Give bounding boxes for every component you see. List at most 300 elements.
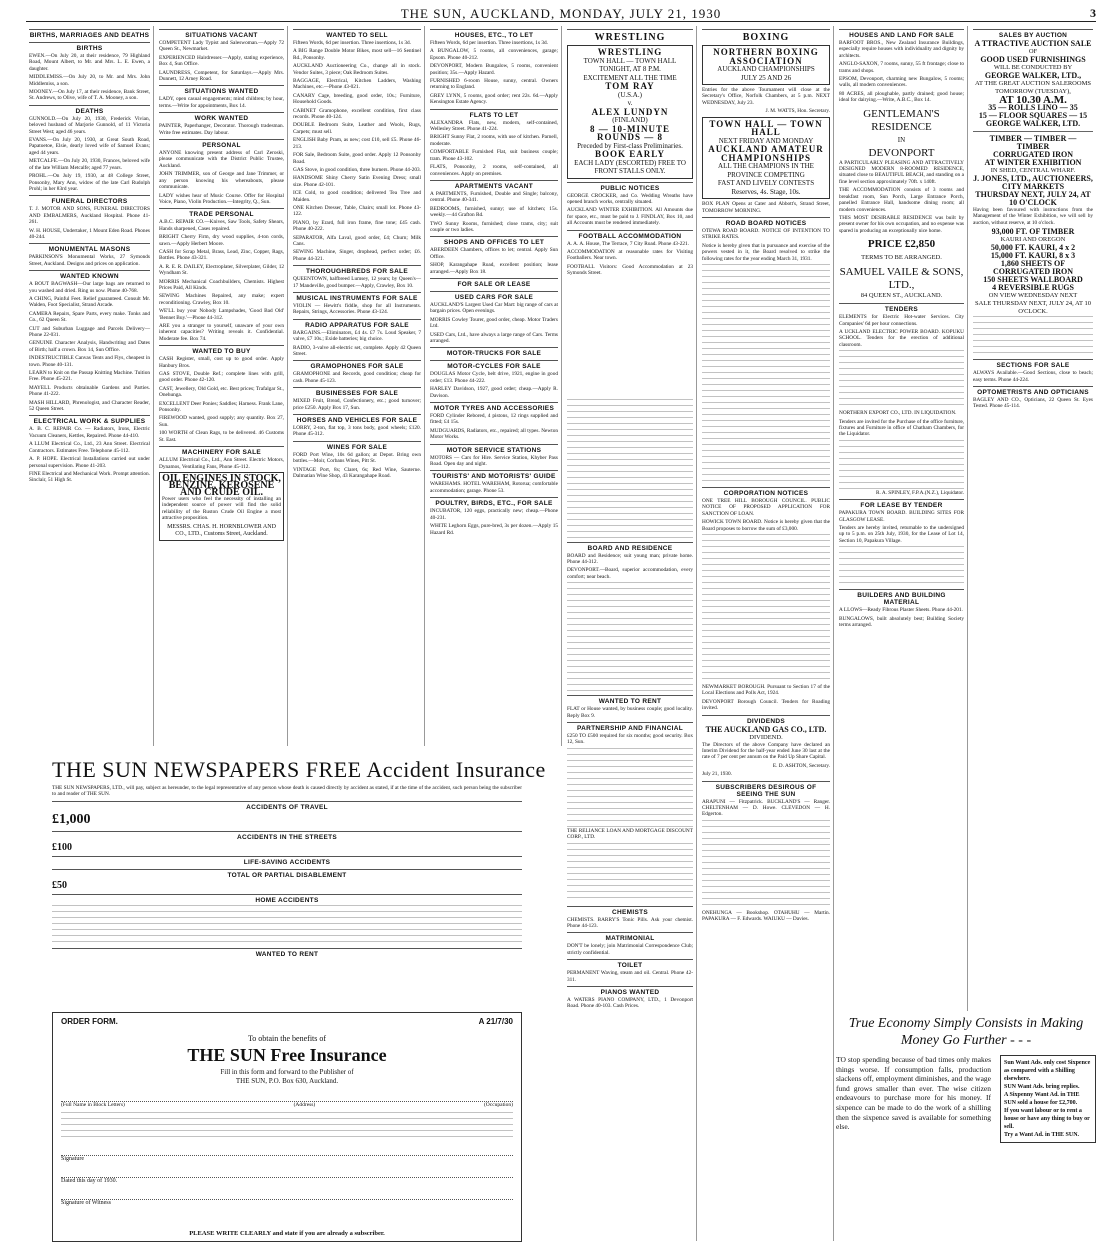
auction-line: OF (1028, 48, 1038, 55)
wrestler-2-country: (FINLAND) (612, 116, 648, 124)
auction-line: AT 10.30 A.M. (999, 94, 1067, 106)
auction-line: GOOD USED FURNISHINGS (980, 55, 1086, 64)
section-heading: GRAMOPHONES FOR SALE (293, 360, 421, 370)
insurance-amount: £50 (52, 879, 67, 891)
section-heading: MOTOR-CYCLES FOR SALE (430, 360, 558, 370)
auction-line: 1,860 SHEETS OF CORRUGATED IRON (992, 259, 1074, 277)
classified-ad: A BUNGALOW, 5 rooms, all conveniences, garage; Epsom. Phone 40-212. (430, 48, 558, 61)
versus: v. (627, 99, 633, 107)
section-heading: WINES FOR SALE (293, 441, 421, 451)
classified-ad: ACCOMMODATION at reasonable rates for Visiting Footballers. Near town. (567, 248, 693, 262)
column-6 (699, 26, 834, 1241)
classified-ad: HARLEY Davidson, 1927, good order; cheap.—Apply R. Davison. (430, 386, 558, 399)
insurance-intro: THE SUN NEWSPAPERS, LTD., will pay, subject as hereunder, to the legal representative of any person whose death is caused directly by accident as stated, if at the time of the accident, such person being the subscriber to and reader of THE SUN. (52, 785, 522, 798)
auction-line: AT WINTER EXHIBITION (984, 158, 1082, 167)
classified-ad: BAGLEY AND CO., Opticians, 22 Queen St. Eyes Tested. Phone 45-114. (973, 397, 1093, 410)
section-heading: SECTIONS FOR SALE (973, 359, 1093, 369)
residence-location: DEVONPORT (868, 146, 935, 159)
classified-ad: A PARTMENTS, Furnished, Double and Single; balcony, central. Phone 40-341. (430, 190, 558, 204)
section-heading: RADIO APPARATUS FOR SALE (293, 319, 421, 329)
section-heading: FOR SALE OR LEASE (430, 278, 558, 288)
wrestling-ad (567, 45, 693, 179)
residence-in: IN (897, 135, 906, 144)
section-heading: WANTED TO BUY (159, 345, 284, 355)
classified-ad: SEWING Machines Repaired, any make; expert reconditioning. Crawley, Box 10. (159, 293, 284, 306)
classified-ad: A. B. C. REPAIR Co. — Radiators, Irons, Electric Vacuum Cleaners, Kettles, Repaired. Phone 44-410. (29, 426, 150, 439)
section-heading: MACHINERY FOR SALE (159, 446, 284, 456)
classified-ad: SEWING Machine, Singer, drophead, perfect order; £6. Phone 44-321. (293, 249, 421, 262)
classified-ad: Tenders are hereby invited, returnable to the undersigned up to 5 p.m. on 25th July, 1930, for the Lease of Lot 14, Section 10, Papakura Village. (839, 525, 964, 544)
insurance-section: ACCIDENTS IN THE STREETS (52, 831, 522, 841)
auction-line: J. JONES, LTD., AUCTIONEERS, CITY MARKETS (973, 174, 1093, 191)
classified-ad: FORD Port Wine, 10s 6d gallon; at Depot. Bring own bottles.—Moir, Corbans Wines, Pitt St. (293, 451, 421, 465)
classified-ad: MORRIS Cowley Tourer, good order, cheap. Motor Traders Ltd. (430, 316, 558, 330)
order-form-ref: A 21/7/30 (478, 1017, 513, 1026)
residence-heading (839, 108, 964, 160)
boxing-secretary: J. M. WATTS, Hon. Secretary. (765, 108, 830, 115)
wrestler-2: ALEX LUNDYN (591, 106, 669, 117)
signature-field[interactable] (61, 1144, 513, 1156)
boxing-box-plan: BOX PLAN Opens at Cater and Abbott's, Strand Street, TOMORROW MORNING. (702, 201, 830, 214)
classified-fill (702, 820, 830, 910)
classified-ad: A. A. A. House, The Terrace, 7 City Road. Phone 43-221. (567, 240, 689, 247)
insurance-section: ACCIDENTS OF TRAVEL (52, 801, 522, 811)
classified-fill (973, 316, 1093, 356)
section-heading: DIVIDENDS (702, 715, 830, 725)
page-number: 3 (1090, 6, 1096, 20)
classified-ad: GAS STOVE, Double Ref.; complete lines with grill, good order. Phone 42-120. (159, 371, 284, 384)
classified-ad: FINE Electrical and Mechanical Work. Prompt attention. Sinclair, 51 High St. (29, 470, 150, 484)
auction-line: GEORGE WALKER, LTD. (985, 119, 1081, 128)
classified-ad: COMFORTABLE Furnished Flat, suit business couple; tram. Phone 43-102. (430, 149, 558, 162)
classified-ad: LADY wishes hear of Music Course. Offer for Hospital Voice, Piano, Violin Production.—Integrity, Q., Sun. (159, 192, 284, 205)
classified-fill (839, 440, 964, 490)
classified-ad: CAST, Jewellery, Old Gold, etc. Best prices; Trafalgar St., Onehunga. (159, 385, 284, 399)
auction-walker (973, 40, 1093, 128)
section-heading: SALES BY AUCTION (973, 29, 1093, 39)
auction-line: IN SHED, CENTRAL WHARF. (990, 167, 1076, 174)
section-heading: TENDERS (839, 303, 964, 313)
boxing-association: NORTHERN BOXING ASSOCIATION (713, 47, 819, 66)
auction-line: 93,000 FT. OF TIMBER (991, 227, 1075, 237)
classified-ad: PAPAKURA TOWN BOARD. BUILDING SITES FOR GLASGOW LEASE. (839, 510, 964, 523)
classified-ad: ANGLO-SAXON, 7 rooms, sunny, 55 ft frontage; close to trams and shops. (839, 61, 964, 74)
classified-ad: T. J. MOTOR AND SONS, FUNERAL DIRECTORS AND EMBALMERS, Auckland Hospital. Phone 41-261. (29, 206, 150, 226)
economy-ad (836, 1015, 1096, 1143)
classified-ad: FURNISHED 6-room House, sunny, central. Owners returning to England. (430, 78, 558, 91)
classified-ad: CANARY Cage, breeding, good order, 10s.; Furniture, Household Goods. (293, 92, 421, 106)
section-heading: POULTRY, BIRDS, ETC., FOR SALE (430, 497, 558, 507)
classified-ad: SHOP, Karangahape Road, excellent position; lease arranged.—Apply Box 18. (430, 262, 558, 275)
insurance-section: WANTED TO RENT (52, 948, 522, 958)
section-heading: HOUSES, ETC., TO LET (430, 29, 558, 39)
classified-ad: MIDDLEMISS.—On July 20, to Mr. and Mrs. John Middlemiss, a son. (29, 74, 150, 87)
section-heading: WRESTLING (567, 29, 693, 43)
boxing-venue: TOWN HALL — TOWN HALL (709, 118, 823, 138)
auction-line: WILL BE CONDUCTED BY (993, 64, 1073, 71)
classified-ad: A BIG Range Double Motor Bikes, most sell—16 Sentinel Rd., Ponsonby. (293, 48, 421, 61)
classified-ad: BRIGHT Cherry Firm, dry wood supplies, 4-ton cords, sawn.—Apply Herbert Moore. (159, 234, 284, 247)
dividend-date: July 21, 1930. (702, 771, 733, 778)
dividend-company: THE AUCKLAND GAS CO., LTD. (705, 724, 827, 734)
classified-ad: ALLUM Electrical Co., Ltd., Ann Street. Electric Motors, Dynamos, Ventilating Fans, Phone 45-112. (159, 457, 284, 470)
insurance-amount: £1,000 (52, 811, 91, 827)
wrestling-tagline: EXCITEMENT ALL THE TIME (583, 73, 677, 82)
boxing-contests: FAST AND LIVELY CONTESTS (717, 179, 815, 188)
column-7 (836, 26, 968, 1011)
classified-ad: PROHL.—On July 19, 1930, at 48 College Street, Ponsonby, Mary Ann, widow of the late Carl Rudolph Prohl; in her 83rd year. (29, 173, 150, 192)
classified-ad: A. P. HOPE. Electrical Installations carried out under personal supervision. Phone 41-203. (29, 456, 150, 469)
insurance-body (52, 785, 522, 1010)
agent-name: SAMUEL VAILE & SONS, LTD., (839, 266, 964, 292)
classified-ad: COMPETENT Lady Typist and Saleswoman.—Apply 72 Queen St., Newmarket. (159, 40, 284, 53)
rate-notice: Fifteen Words, 6d per insertion. Three insertions, 1s 3d. (293, 40, 411, 46)
classified-ad: FLATS, Ponsonby, 2 rooms, self-contained, all conveniences. Apply on premises. (430, 164, 558, 177)
auction-line: 15 — FLOOR SQUARES — 15 (978, 111, 1088, 120)
classified-ad: ALWAYS Available.—Good Sections, close to beach; easy terms. Phone 44-224. (973, 370, 1093, 383)
dividend-label: DIVIDEND. (749, 733, 783, 741)
classified-ad: WHITE Leghorn Eggs, pure-bred, 3s per dozen.—Apply 15 Hazard Rd. (430, 523, 558, 536)
classified-ad: ONEHUNGA — Bookshop. OTAHUHU — Martin. PAPAKURA — F. Edwards. WAIUKU — Davies. (702, 909, 830, 923)
masthead-title: THE SUN, AUCKLAND, MONDAY, JULY 21, 1930 (400, 6, 722, 21)
classified-ad: USED Cars, Ltd., have always a large range of Cars. Terms arranged. (430, 331, 558, 344)
section-heading: DEATHS (29, 105, 150, 115)
classified-ad: CAMERA Repairs, Spare Parts, every make. Tonks and Co., 62 Queen St. (29, 310, 150, 324)
auction-line: GEORGE WALKER, LTD., (984, 71, 1082, 80)
column-1 (26, 26, 154, 746)
section-heading: CORPORATION NOTICES (702, 487, 830, 497)
classified-ad: PERMANENT Waving, steam and oil. Central. Phone 42-311. (567, 970, 693, 983)
section-heading: FOOTBALL ACCOMMODATION (567, 230, 693, 240)
column-8 (970, 26, 1096, 1011)
classified-ad: GREY LYNN, 5 rooms, good order; rent 22s. 6d.—Apply Kensington Estate Agency. (430, 92, 558, 106)
occupation-label: (Occupation) (483, 1102, 513, 1108)
witness-field[interactable] (61, 1188, 513, 1200)
classified-ad: MOONEY.—On July 17, at their residence, Bank Street, St. Andrews, to Olive, wife of T. A. Mooney, a son. (29, 89, 150, 102)
classified-ad: A LLUM Electrical Co., Ltd., 23 Ann Street. Electrical Contractors. Estimates Free. Telephone 45-112. (29, 441, 150, 454)
classified-ad: OTEWA ROAD BOARD. NOTICE OF INTENTION TO STRIKE RATES. (702, 227, 830, 241)
dividend-secretary: E. D. ASHTON, Secretary. (772, 762, 830, 769)
order-form-address: THE SUN, P.O. Box 630, Auckland. (235, 1077, 339, 1085)
classified-ad: PIANO, by Erard, full iron frame, fine tone; £45 cash. Phone 40-222. (293, 219, 421, 233)
want-ads-line: If you want labour or to rent a house or have any thing to buy or sell. (1004, 1108, 1090, 1130)
classified-ad: FIREWOOD wanted, good supply; any quantity. Box 27, Sun. (159, 415, 284, 428)
column-3 (290, 26, 425, 746)
want-ads-line: A Sixpenny Want Ad. in THE SUN sold a house for £2,700. (1004, 1092, 1080, 1106)
classified-ad: W. H. HOUSE, Undertaker, 1 Mount Eden Road. Phones 40-244. (29, 227, 150, 240)
classified-ad: WE'LL buy your Nobody Lampshades, 'Good Bad Old' 'Bennet Buy.'—Phone 44-312. (159, 308, 284, 321)
classified-ad: ARE you a stranger to yourself, unaware of your own inherent capacities? Writing reveals it. Confidential. Moderate fee. Box 74. (159, 323, 284, 342)
classified-ad: MOTORS — Cars for Hire. Service Station, Khyber Pass Road. Open day and night. (430, 454, 558, 468)
address-label: (Address) (293, 1102, 316, 1108)
section-heading: ROAD BOARD NOTICES (702, 217, 830, 227)
auction-line: 35 — ROLLS LINO — 35 (988, 103, 1078, 112)
classified-ad: LAUNDRESS, Competent, for Saturdays.—Apply Mrs. Dunnett, 12 Arney Road. (159, 69, 284, 83)
dividend-notice (702, 726, 830, 742)
section-heading: TOILET (567, 959, 693, 969)
auction-intro: Having been favoured with instructions from the Management of the Winter Exhibition, we will sell by auction, without reserve, at 10 o'clock. (973, 207, 1093, 226)
rate-notice: Fifteen Words, 6d per insertion. Three insertions, 1s 3d. (430, 40, 548, 46)
auction-line: AT THE GREAT AUCTION SALEROOMS (975, 80, 1091, 87)
order-form-footer: PLEASE WRITE CLEARLY and state if you are already a subscriber. (189, 1230, 385, 1237)
wrestling-venue: TOWN HALL — TOWN HALL (583, 56, 677, 65)
filler-text (567, 279, 693, 399)
order-form-title: THE SUN Free Insurance (187, 1045, 387, 1065)
classified-fill (839, 546, 964, 586)
boxing-event: AUCKLAND AMATEUR CHAMPIONSHIPS (708, 144, 824, 163)
section-heading: WANTED KNOWN (29, 270, 150, 280)
insurance-section: HOME ACCIDENTS (52, 894, 522, 904)
book-early: BOOK EARLY (595, 149, 665, 159)
classified-ad: ELEMENTS for Electric Hot-water Services. City Companies' 6d per hour connections. (839, 314, 964, 327)
classified-ad: DEVONPORT.—Board, superior accommodation, every comfort; near beach. (567, 567, 693, 580)
classified-ad: RADIO, 3-valve all-electric set, complete. Apply 42 Queen Street. (293, 344, 421, 358)
classified-ad: GUNNOLD.—On July 20, 1930, Frederick Vivian, beloved husband of Marjorie Gunnold, of 11 Victoria Street West; aged 46 years. (29, 115, 150, 135)
classified-ad: 100 WORTH of Clean Rags, to be delivered. 46 Customs St. East. (159, 430, 284, 443)
wrestling-title: WRESTLING (597, 47, 663, 57)
classified-ad: BAGGAGE, Electrical, Kitchen Ladders, Washing Machines, etc.—Phone 43-021. (293, 78, 421, 91)
classified-ad: BUNGALOWS, built absolutely best; Building Society terms arranged. (839, 615, 964, 629)
auction-view: ON VIEW WEDNESDAY NEXT (988, 292, 1078, 300)
insurance-section: TOTAL OR PARTIAL DISABLEMENT (52, 869, 522, 879)
boxing-championships: AUCKLAND CHAMPIONSHIPS (717, 65, 815, 73)
section-heading: TOURISTS' AND MOTORISTS' GUIDE (430, 470, 558, 480)
section-heading: BIRTHS (29, 42, 150, 52)
boxing-prices: Reserves, 4s. Stage, 10s. (731, 187, 801, 196)
section-heading: CHEMISTS (567, 906, 693, 916)
classified-ad: MIXED Fruit, Bread, Confectionery, etc.; good turnover; price £250. Apply Box 17, Sun. (293, 398, 421, 411)
classified-ad: £250 TO £500 required for six months; good security. Box 12, Sun. (567, 733, 693, 746)
classified-ad: NORTHERN EXPORT CO., LTD. IN LIQUIDATION. (839, 410, 957, 417)
want-ads-line: Sun Want Ads. only cost Sixpence as compared with a Shilling elsewhere. (1004, 1060, 1091, 1082)
economy-headline: True Economy Simply Consists in Making Money Go Further - - - (848, 1016, 1084, 1048)
auction-line: KAURI AND OREGON (1000, 236, 1066, 244)
classified-ad: BEDROOMS, furnished, sunny; use of kitchen; 15s. weekly.—44 Grafton Rd. (430, 205, 558, 219)
section-heading: WORK WANTED (159, 112, 284, 122)
classified-fill (702, 534, 830, 684)
residence-desirable: THIS MOST DESIRABLE RESIDENCE was built by present owner for his own occupation, and no expense was spared in producing an exceptionally nice home. (839, 214, 964, 234)
residence-title: GENTLEMAN'S RESIDENCE (863, 107, 940, 133)
want-ads-line: Try a Want Ad. in THE SUN. (1004, 1132, 1080, 1138)
classified-ad: DEVONPORT, Modern Bungalow, 5 rooms, convenient position; 35s.—Apply Hazard. (430, 63, 558, 76)
section-heading: SITUATIONS VACANT (159, 29, 284, 39)
section-heading: BOARD AND RESIDENCE (567, 542, 693, 552)
classified-ad: DOUBLE Bedroom Suite, Leather and Wools, Rugs, Carpets; must sell. (293, 122, 421, 135)
classified-ad: AUCKLAND'S Largest Used Car Mart: big range of cars at bargain prices. Open evenings. (430, 301, 558, 315)
section-heading: BUILDERS AND BUILDING MATERIAL (839, 589, 964, 606)
classified-fill (567, 399, 693, 539)
insurance-section: LIFE-SAVING ACCIDENTS (52, 856, 522, 866)
order-form[interactable] (52, 1012, 522, 1242)
classified-ad: BOARD and Residence; suit young man; private home. Phone 44-312. (567, 552, 693, 565)
classified-ad: FOOTBALL Visitors: Good Accommodation at 23 Symonds Street. (567, 263, 693, 277)
boxing-champions: ALL THE CHAMPIONS IN THE PROVINCE COMPETING (718, 162, 814, 179)
classified-ad: ONE TREE HILL BOROUGH COUNCIL. PUBLIC NOTICE OF PROPOSED APPLICATION FOR SANCTION OF LOAN. (702, 497, 830, 517)
section-heading: PUBLIC NOTICES (567, 182, 693, 192)
classified-ad: AUCKLAND WINTER EXHIBITION. All Amounts due for space, etc., must be paid to J. FINDLAY, Box 10, and all Accounts must be rendered immediately. (567, 207, 693, 227)
classified-ad: WAREHAMS. HOTEL WAREHAM, Rotorua; comfortable accommodation; garage. Phone 53. (430, 481, 558, 494)
classified-ad: BARFOOT BROS., New Zealand Insurance Buildings, especially require houses with individuality and dignity by architects. (839, 40, 964, 59)
classified-ad: GRAMOPHONE and Records, good condition; cheap for cash. Phone 45-123. (293, 371, 421, 384)
classified-ad: GAS Stove, in good condition, three burners. Phone 44-203. (293, 166, 421, 173)
classified-ad: CUT and Suburban Luggage and Parcels Delivery—Phone 22-031. (29, 325, 150, 338)
classified-ad: HANDSOME Shiny Cherry Satin Evening Dress; small size. Phone 42-101. (293, 175, 421, 188)
section-heading: PIANOS WANTED (567, 986, 693, 996)
section-heading: ELECTRICAL WORK & SUPPLIES (29, 415, 150, 425)
classified-ad: FORD Cylinder Rebored, 4 pistons, 12 rings supplied and fitted; £4 15s. (430, 413, 558, 426)
section-heading: HORSES AND VEHICLES FOR SALE (293, 414, 421, 424)
classified-ad: 80 ACRES, all ploughable, partly drained; good house; ideal for dairying.—Write, A.B.C., Box 14. (839, 90, 964, 104)
classified-ad: MORRIS Mechanical Coachbuilders, Chemists. Highest Prices Paid, All Kinds. (159, 278, 284, 291)
boxing-event-ad (702, 117, 830, 200)
classified-ad: A UCKLAND ELECTRIC POWER BOARD. KOPUKU SCHOOL. Tenders for the erection of additional classroom. (839, 328, 964, 348)
classified-ad: INDESTRUCTIBLE Canvas Tents and Flys, cheapest in town. Phone 40-131. (29, 355, 150, 368)
residence-price: PRICE £2,850 (867, 238, 936, 251)
insurance-amount: £100 (52, 841, 72, 853)
auction-line: 15,000 FT. KAURI, 8 x 3 (990, 251, 1076, 261)
section-heading: WANTED TO SELL (293, 29, 421, 39)
dividend-body: The Directors of the above Company have declared an Interim Dividend for the half-year ended June 30 last at the rate of 7 per cent per annum on the Paid Up Share Capital. (702, 741, 830, 761)
classified-ad: EPSOM, Devonport, charming new Bungalow, 5 rooms; walls, all modern conveniences. (839, 76, 964, 89)
oil-engines-body: Power users who feel the necessity of installing an independent source of power will find the solid reliability of the Ruston Crude Oil Engine a most attractive proposition. (162, 495, 281, 522)
section-heading: FUNERAL DIRECTORS (29, 195, 150, 205)
column-4 (427, 26, 562, 746)
classified-ad: EXCELLENT Deer Ponies; Saddles; Harness. Frank Lane, Ponsonby. (159, 400, 284, 414)
classified-fill (702, 264, 830, 484)
classified-ad: ONE Kitchen Dresser, Table, Chairs; small lot. Phone 43-122. (293, 204, 421, 218)
classified-ad: ICE Cold, to good condition; delivered Tea Tree and Maiden. (293, 190, 421, 203)
residence-terms: TERMS TO BE ARRANGED. (861, 254, 942, 262)
ladies-free: EACH LADY (ESCORTED) FREE TO FRONT STALLS ONLY. (574, 158, 686, 175)
insurance-headline: THE SUN NEWSPAPERS FREE Accident Insurance (52, 757, 546, 782)
classified-ad: R. A. SPINLEY, F.P.A.(N.Z.), Liquidator. (875, 489, 964, 496)
section-heading: MUSICAL INSTRUMENTS FOR SALE (293, 292, 421, 302)
oil-engines-ad (159, 472, 284, 541)
classified-ad: Notice is hereby given that in pursuance and exercise of the powers vested in it, the Board resolved to strike the following rates for the year ending March 31, 1931. (702, 242, 830, 262)
classified-ad: ABERDEEN Chambers, offices to let; central. Apply Sun Office. (430, 247, 558, 260)
section-heading: SUBSCRIBERS DESIROUS OF SEEING THE SUN (702, 781, 830, 798)
boxing-entries: Entries for the above Tournament will close at the Secretary's Office, Norfolk Chambers, at 5 p.m. NEXT WEDNESDAY, July 23. (702, 87, 830, 106)
classified-ad: METCALFE.—On July 20, 1930, Frances, beloved wife of the late William Metcalfe; aged 77 years. (29, 158, 150, 171)
section-heading: WANTED TO RENT (567, 695, 693, 705)
classified-ad: LORRY, 2-ton, flat top, 3 tons body, good wheels; £120. Phone 45-312. (293, 425, 421, 438)
auction-line: 4 REVERSIBLE RUGS (992, 283, 1074, 293)
classified-ad: A LLOWS—Ready Fibrous Plaster Sheets. Phone 44-201. (839, 607, 963, 614)
boxing-ad (702, 45, 830, 85)
classified-ad: CASH Register, small, cost up to good order. Apply Hanbury Bros. (159, 356, 284, 369)
auction-sale-date: SALE THURSDAY NEXT, JULY 24, AT 10 O'CLOCK. (975, 300, 1091, 316)
classified-ad: A BOUT BAGWASH—Our large bags are returned to you washed and dried. Ring us now. Phone 40-768. (29, 281, 150, 294)
classified-ad: VIOLIN — Hewitt's fiddle, shop for all Instruments. Repairs, Strings, Accessories. Phone 43-124. (293, 303, 421, 316)
classified-ad: NEWMARKET BOROUGH. Pursuant to Section 17 of the Local Elections and Polls Act, 1924. (702, 684, 830, 697)
masthead (26, 6, 1096, 22)
wrestling-prelims: Preceded by First-class Preliminaries. (577, 141, 683, 150)
insurance-text-fill (52, 905, 522, 945)
order-form-lead: To obtain the benefits of (247, 1034, 327, 1043)
classified-fill (567, 748, 693, 828)
section-heading: MATRIMONIAL (567, 932, 693, 942)
oil-engines-firm: MESSRS. CHAS. H. HORNBLOWER AND CO., LTD., Customs Street, Auckland. (167, 523, 276, 537)
date-field[interactable] (61, 1166, 513, 1178)
boxing-dates: JULY 25 AND 26 (740, 73, 792, 82)
classified-ad: CABINET Gramophone, excellent condition, first class records. Phone 40-124. (293, 107, 421, 121)
classified-ad: A.B.C. REPAIR CO.—Knives, Saw Tools, Safety Shears, Hands sharpened, Cases repaired. (159, 219, 284, 232)
classified-ad: A. R. E. R. DAILEY, Electroplater, Silverplater, Gilder, 12 Wyndham St. (159, 263, 284, 277)
classified-ad: CHEMISTS. BARRY'S Tonic Pills. Ask your chemist. Phone 44-123. (567, 916, 693, 930)
classified-ad: A CHING, Painful Feet. Relief guaranteed. Consult Mr. Walden, Foot Specialist, Strand Arcade. (29, 295, 150, 309)
classified-ad: LADY, open casual engagements; mind children; by hour, terms.—Write for appointments, Box 14. (159, 96, 284, 109)
section-heading: MONUMENTAL MASONS (29, 243, 150, 253)
wrestler-1-country: (U.S.A.) (618, 90, 642, 99)
section-heading: SHOPS AND OFFICES TO LET (430, 236, 558, 246)
column-2 (156, 26, 288, 746)
classified-ad: MUDGUARDS, Radiators, etc., repaired; all types. Newton Motor Works. (430, 427, 558, 441)
classified-ad: MASH HILLARD, Phrenologist, and Character Reader, 52 Queen Street. (29, 399, 150, 413)
auction-line: 150 SHEETS WALLBOARD (983, 275, 1083, 285)
auction-line: 50,000 FT. KAURI, 4 x 2 (990, 243, 1076, 253)
section-heading: PERSONAL (159, 139, 284, 149)
name-field[interactable] (61, 1090, 513, 1102)
classified-ad: DOUGLAS Motor Cycle, belt drive, 1921, engine in good order; £13. Phone 44-222. (430, 371, 558, 384)
classified-ad: DON'T be lonely; join Matrimonial Correspondence Club; strictly confidential. (567, 943, 693, 956)
classified-fill (567, 843, 693, 903)
classified-ad: MAYELL Products obtainable Gardens and Parties. Phone 41-222. (29, 384, 150, 398)
agent-address: 84 QUEEN ST., AUCKLAND. (860, 292, 943, 300)
classified-ad: QUEENTOWN, halfbreed Lumsey, 12 years; by Queen's—17 Mandeville, good bumper.—Apply, Crawley, Box 10. (293, 276, 421, 289)
date-label: Dated this day of 1930. (61, 1178, 118, 1184)
residence-accommodation: THE ACCOMMODATION consists of 3 rooms and breakfast room, Sun Porch, Large Entrance Porch, panelled Entrance Hall, handsome dining room; all modern conveniences. (839, 187, 964, 213)
witness-label: Signature of Witness (61, 1200, 111, 1206)
classified-ad: ENGLISH Baby Pram, as new; cost £10, sell £5. Phone 46-213. (293, 137, 421, 150)
section-heading: APARTMENTS VACANT (430, 180, 558, 190)
section-heading: MOTOR-TRUCKS FOR SALE (430, 347, 558, 357)
classified-ad: BRIGHT Sunny Flat, 2 rooms, with use of kitchen. Parnell, moderate. (430, 134, 558, 147)
classified-ad: EWEN.—On July 20, at their residence, 79 Highland Road, Mount Albert, to Mr. and Mrs. L. E. Ewen, a daughter. (29, 53, 150, 72)
classified-ad: BARGAINS.—Eliminators, £4 4s. £7 7s. Loud Speaker, 7 valve, £7 10s.; Exide batteries; big choice. (293, 329, 421, 343)
signature-label: Signature (61, 1156, 84, 1162)
classified-ad: INCUBATOR, 120 eggs, practically new; cheap.—Phone 40-231. (430, 508, 558, 521)
field-labels (61, 1102, 513, 1108)
auction-line: CORRUGATED IRON (992, 150, 1074, 159)
classified-ad: THE RELIANCE LOAN AND MORTGAGE DISCOUNT CORP., LTD. (567, 827, 693, 841)
wrestler-1: TOM RAY (605, 81, 655, 91)
divider (973, 131, 1093, 132)
section-heading: BOXING (702, 29, 830, 43)
section-heading: BIRTHS, MARRIAGES AND DEATHS (29, 29, 150, 39)
economy-body: TO stop spending because of bad times only makes things worse. If consumption falls, production slackens off, employment diminishes, and the wage fund grows smaller than ever. The wise citizen endeavours to purchase more for his money. If sixpence can be made to do the work of a shilling then the sixpence saved is available for something else. (836, 1055, 991, 1132)
section-heading: HOUSES AND LAND FOR SALE (839, 29, 964, 39)
classified-fill (567, 582, 693, 692)
classified-ad: SEPARATOR, Alfa Laval, good order, £4; Churn; Milk Cans. (293, 234, 421, 247)
section-heading: BUSINESSES FOR SALE (293, 387, 421, 397)
order-form-instructions: Fill in this form and forward to the Publisher of (220, 1068, 354, 1076)
section-heading: MOTOR TYRES AND ACCESSORIES (430, 402, 558, 412)
want-ads-line: SUN Want Ads. bring replies. (1004, 1084, 1080, 1090)
section-heading: OPTOMETRISTS AND OPTICIANS (973, 386, 1093, 396)
classified-ad: GENUINE Character Analysis, Handwriting and Dates of Birth; half a crown. Box 14, Sun Office. (29, 340, 150, 353)
form-fine-print (61, 1112, 513, 1140)
auction-jones (973, 135, 1093, 207)
name-label: (Full Name in Block Letters) (61, 1102, 125, 1108)
residence-description: A PARTICULARLY PLEASING AND ATTRACTIVELY DESIGNED MODERN 8-ROOMED RESIDENCE, situated close to BEAUTIFUL BEACH, and standing on a fine level section approximately 70ft. x 140ft. (839, 159, 964, 185)
wrestling-time: TONIGHT, AT 8 P.M. (599, 65, 661, 73)
classified-ad: A WATERS PIANO COMPANY, LTD., 1 Devonport Road. Phone 40-103. Cash Prices. (567, 997, 693, 1010)
classified-ad: ARAPUNI — Fitzpatrick. BUCKLAND'S — Ranger. CHELTENHAM — D. Howe. CLEVEDON — H. Edgerton. (702, 798, 830, 818)
auction-line: A TTRACTIVE AUCTION SALE (974, 39, 1092, 48)
auction-line: TIMBER — TIMBER — TIMBER (989, 134, 1077, 151)
section-heading: FLATS TO LET (430, 109, 558, 119)
classified-ad: LEARN to Knit on the Passap Knitting Machine. Tuition Free. Phone 45-221. (29, 370, 150, 383)
